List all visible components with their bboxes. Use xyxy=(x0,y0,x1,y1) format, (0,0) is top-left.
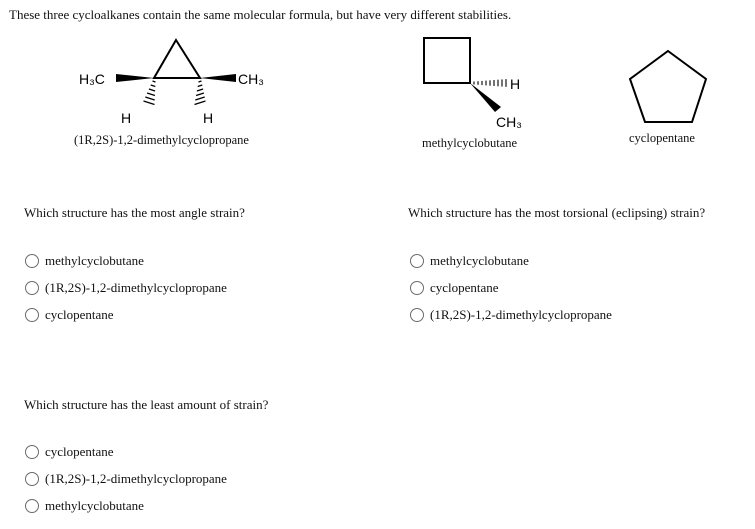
cyclopropane-structure xyxy=(79,40,264,126)
q3-option-1[interactable] xyxy=(25,444,114,460)
question-least-strain: Which structure has the least amount of strain? xyxy=(24,397,269,412)
cyclopropane-ring xyxy=(154,40,200,78)
question-angle-strain: Which structure has the most angle strain? xyxy=(24,205,245,220)
hash-bond-h xyxy=(474,79,506,87)
q2-option-3[interactable] xyxy=(410,307,612,323)
wedge-bond-left xyxy=(116,74,154,82)
radio-button[interactable] xyxy=(25,281,39,295)
option-label: cyclopentane xyxy=(45,444,114,459)
cyclobutane-ring xyxy=(424,38,470,83)
wedge-bond-right xyxy=(200,74,236,82)
cyclopentane-structure xyxy=(630,51,706,122)
option-label: cyclopentane xyxy=(45,307,114,322)
radio-button[interactable] xyxy=(25,254,39,268)
option-label: methylcyclobutane xyxy=(45,498,144,513)
ch3-label-right: CH₃ xyxy=(238,71,264,87)
intro-text: These three cycloalkanes contain the same molecular formula, but have very different stabilities. xyxy=(9,7,512,22)
q1-option-1[interactable] xyxy=(25,253,144,269)
h-label-left: H xyxy=(121,110,132,126)
option-label: methylcyclobutane xyxy=(430,253,529,268)
radio-button[interactable] xyxy=(25,499,39,513)
molecule-structures xyxy=(0,0,755,180)
radio-button[interactable] xyxy=(25,472,39,486)
cyclopropane-caption: (1R,2S)-1,2-dimethylcyclopropane xyxy=(74,133,249,147)
q2-option-2[interactable] xyxy=(410,280,499,296)
option-label: methylcyclobutane xyxy=(45,253,144,268)
q1-option-2[interactable] xyxy=(25,280,227,296)
radio-button[interactable] xyxy=(25,308,39,322)
q2-option-1[interactable] xyxy=(410,253,529,269)
q3-option-3[interactable] xyxy=(25,498,144,514)
radio-button[interactable] xyxy=(410,254,424,268)
hash-bond-left xyxy=(144,81,156,105)
q3-option-2[interactable] xyxy=(25,471,227,487)
radio-button[interactable] xyxy=(25,445,39,459)
h-label-right: H xyxy=(203,110,214,126)
wedge-bond-ch3 xyxy=(470,83,501,112)
option-label: (1R,2S)-1,2-dimethylcyclopropane xyxy=(45,471,227,486)
radio-button[interactable] xyxy=(410,308,424,322)
ch3-label: CH₃ xyxy=(496,114,522,130)
option-label: cyclopentane xyxy=(430,280,499,295)
cyclopentane-caption: cyclopentane xyxy=(629,131,695,145)
h-label: H xyxy=(510,76,521,92)
h3c-label: H₃C xyxy=(79,71,105,87)
option-label: (1R,2S)-1,2-dimethylcyclopropane xyxy=(45,280,227,295)
cyclobutane-structure xyxy=(424,38,522,130)
option-label: (1R,2S)-1,2-dimethylcyclopropane xyxy=(430,307,612,322)
cyclopentane-ring xyxy=(630,51,706,122)
cyclobutane-caption: methylcyclobutane xyxy=(422,136,518,150)
question-torsional-strain: Which structure has the most torsional (eclipsing) strain? xyxy=(408,205,706,220)
radio-button[interactable] xyxy=(410,281,424,295)
q1-option-3[interactable] xyxy=(25,307,114,323)
hash-bond-right xyxy=(195,81,206,105)
